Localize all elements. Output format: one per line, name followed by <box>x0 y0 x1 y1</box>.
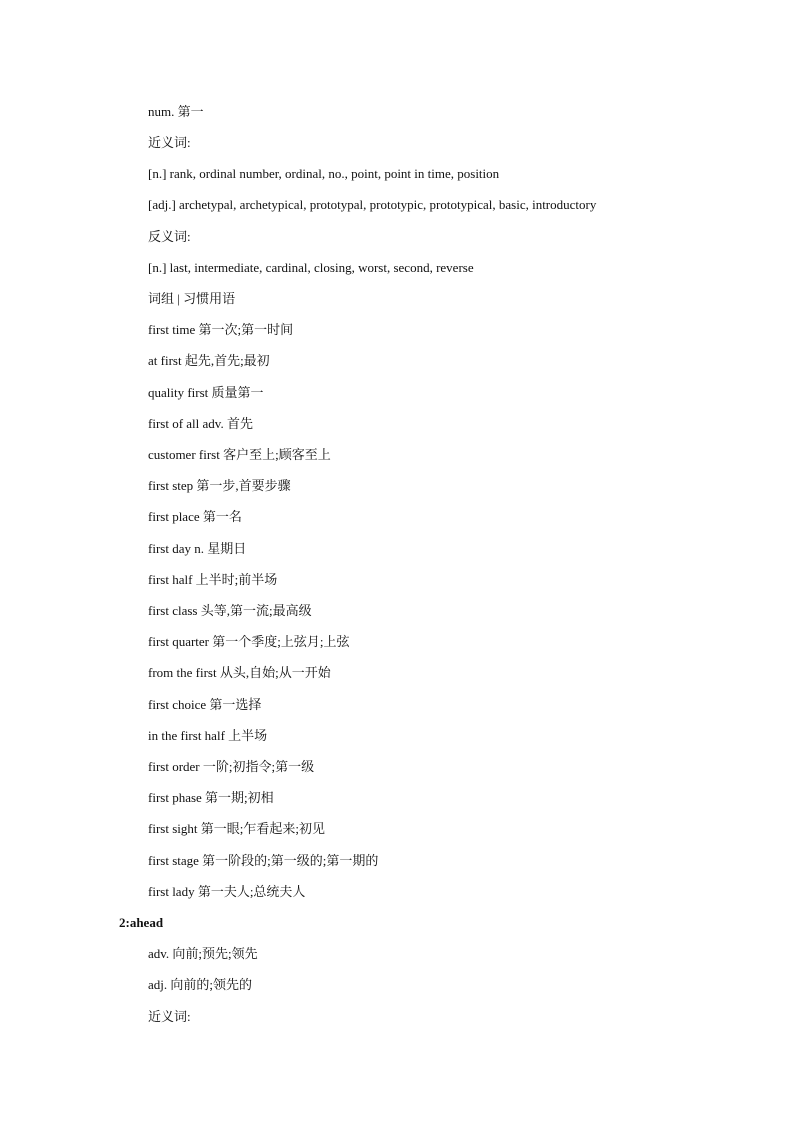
synonyms-adj-line: [adj.] archetypal, archetypical, prototypal, prototypic, prototypical, basic, introductory <box>148 197 597 212</box>
phrase-line: at first 起先,首先;最初 <box>148 353 270 368</box>
phrase-line: first day n. 星期日 <box>148 541 247 556</box>
phrase-line: first quarter 第一个季度;上弦月;上弦 <box>148 634 350 649</box>
definition-line: adv. 向前;预先;领先 <box>148 946 258 961</box>
phrase-line: first of all adv. 首先 <box>148 416 253 431</box>
phrase-line: first sight 第一眼;乍看起来;初见 <box>148 821 325 836</box>
phrase-line: first half 上半时;前半场 <box>148 572 278 587</box>
definition-line: num. 第一 <box>148 104 204 119</box>
phrase-line: from the first 从头,自始;从一开始 <box>148 665 331 680</box>
phrase-line: first choice 第一选择 <box>148 697 262 712</box>
phrase-line: first order 一阶;初指令;第一级 <box>148 759 315 774</box>
phrase-line: first step 第一步,首要步骤 <box>148 478 291 493</box>
phrase-line: first class 头等,第一流;最高级 <box>148 603 312 618</box>
antonyms-noun-line: [n.] last, intermediate, cardinal, closing, worst, second, reverse <box>148 260 474 275</box>
phrase-line: first phase 第一期;初相 <box>148 790 274 805</box>
phrase-line: customer first 客户至上;顾客至上 <box>148 447 331 462</box>
antonyms-label: 反义词: <box>148 229 191 244</box>
word-heading: 2:ahead <box>119 915 164 930</box>
synonyms-noun-line: [n.] rank, ordinal number, ordinal, no., point, point in time, position <box>148 166 500 181</box>
phrase-line: first time 第一次;第一时间 <box>148 322 294 337</box>
phrase-line: in the first half 上半场 <box>148 728 268 743</box>
definition-line: adj. 向前的;领先的 <box>148 977 252 992</box>
phrase-line: first lady 第一夫人;总统夫人 <box>148 884 306 899</box>
synonyms-label: 近义词: <box>148 1009 191 1024</box>
synonyms-label: 近义词: <box>148 135 191 150</box>
phrase-line: first stage 第一阶段的;第一级的;第一期的 <box>148 853 379 868</box>
phrases-label: 词组 | 习惯用语 <box>148 291 236 306</box>
phrase-line: first place 第一名 <box>148 509 242 524</box>
phrase-line: quality first 质量第一 <box>148 385 264 400</box>
